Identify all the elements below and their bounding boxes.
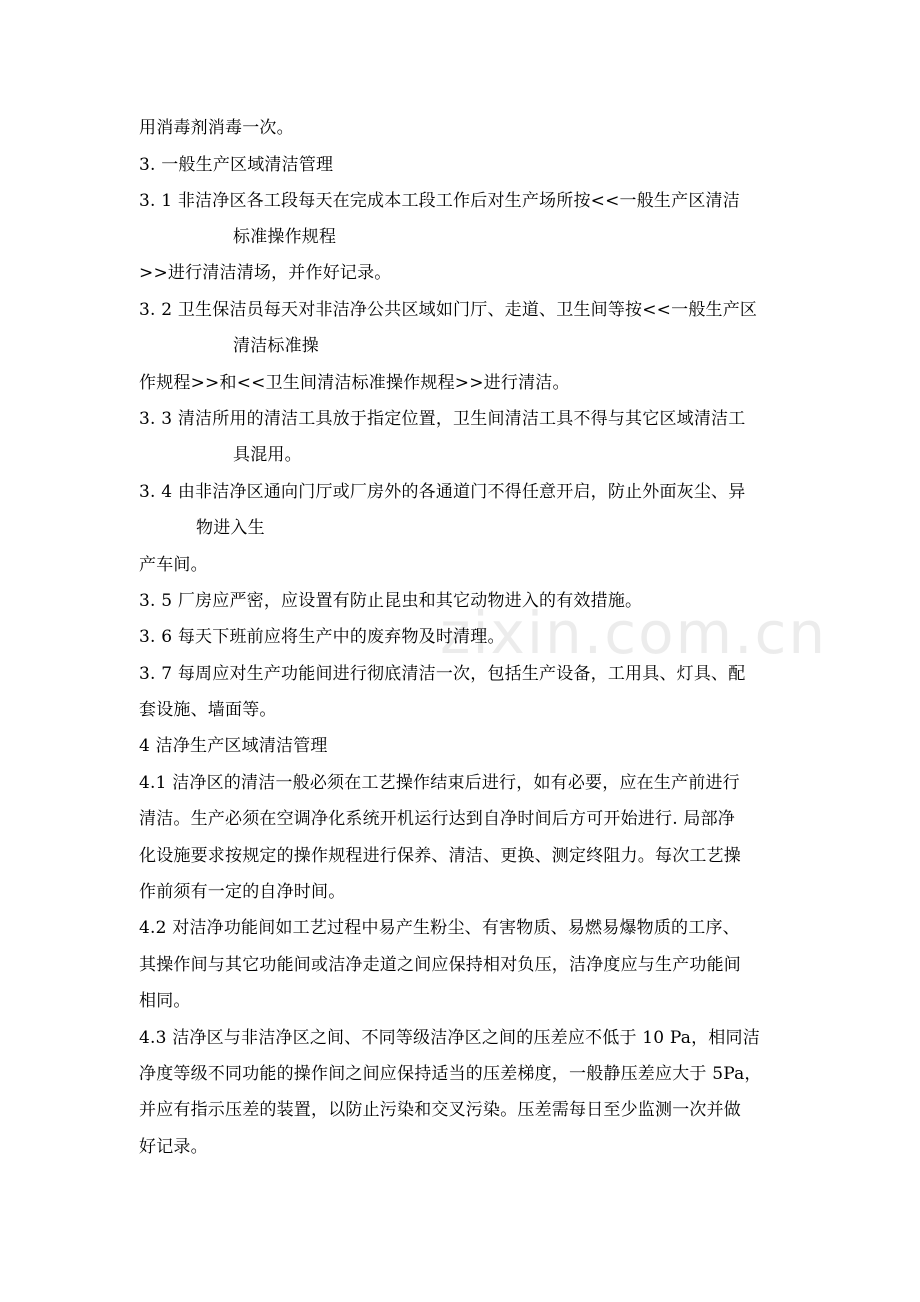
text-line: 3. 2 卫生保洁员每天对非洁净公共区域如门厅、走道、卫生间等按<<一般生产区	[139, 300, 758, 320]
text-line: 3. 3 清洁所用的清洁工具放于指定位置，卫生间清洁工具不得与其它区域清洁工	[139, 409, 746, 429]
text-line: 化设施要求按规定的操作规程进行保养、清洁、更换、测定终阻力。每次工艺操	[139, 846, 741, 866]
text-line: >>进行清洁清场，并作好记录。	[139, 263, 392, 283]
text-line: 4.1 洁净区的清洁一般必须在工艺操作结束后进行，如有必要，应在生产前进行	[139, 773, 740, 793]
text-line: 3. 7 每周应对生产功能间进行彻底清洁一次，包括生产设备，工用具、灯具、配	[139, 664, 746, 684]
text-line: 3. 6 每天下班前应将生产中的废弃物及时清理。	[139, 627, 505, 647]
text-line: 清洁。生产必须在空调净化系统开机运行达到自净时间后方可开始进行. 局部净	[139, 809, 736, 829]
text-line: 用消毒剂消毒一次。	[139, 118, 294, 138]
text-line: 标准操作规程	[233, 227, 337, 247]
section-heading-3: 3. 一般生产区域清洁管理	[139, 155, 334, 175]
text-line: 4.2 对洁净功能间如工艺过程中易产生粉尘、有害物质、易燃易爆物质的工序、	[139, 918, 740, 938]
text-line: 并应有指示压差的装置，以防止污染和交叉污染。压差需每日至少监测一次并做	[139, 1100, 741, 1120]
text-line: 产车间。	[139, 555, 208, 575]
text-line: 3. 4 由非洁净区通向门厅或厂房外的各通道门不得任意开启，防止外面灰尘、异	[139, 482, 746, 502]
text-line: 套设施、墙面等。	[139, 700, 277, 720]
text-line: 物进入生	[196, 518, 265, 538]
section-heading-4: 4 洁净生产区域清洁管理	[139, 736, 328, 756]
text-line: 作前须有一定的自净时间。	[139, 882, 346, 902]
text-line: 具混用。	[233, 445, 302, 465]
text-line: 清洁标准操	[233, 336, 319, 356]
watermark: zixin.com.cn	[440, 599, 828, 667]
text-line: 3. 5 厂房应严密，应设置有防止昆虫和其它动物进入的有效措施。	[139, 591, 643, 611]
text-line: 相同。	[139, 991, 191, 1011]
text-line: 净度等级不同功能的操作间之间应保持适当的压差梯度，一般静压差应大于 5Pa，	[139, 1064, 762, 1084]
text-line: 其操作间与其它功能间或洁净走道之间应保持相对负压，洁净度应与生产功能间	[139, 955, 741, 975]
text-line: 好记录。	[139, 1137, 208, 1157]
text-line: 3. 1 非洁净区各工段每天在完成本工段工作后对生产场所按<<一般生产区清洁	[139, 191, 740, 211]
text-line: 作规程>>和<<卫生间清洁标准操作规程>>进行清洁。	[139, 373, 570, 393]
text-line: 4.3 洁净区与非洁净区之间、不同等级洁净区之间的压差应不低于 10 Pa，相同洁	[139, 1028, 760, 1048]
